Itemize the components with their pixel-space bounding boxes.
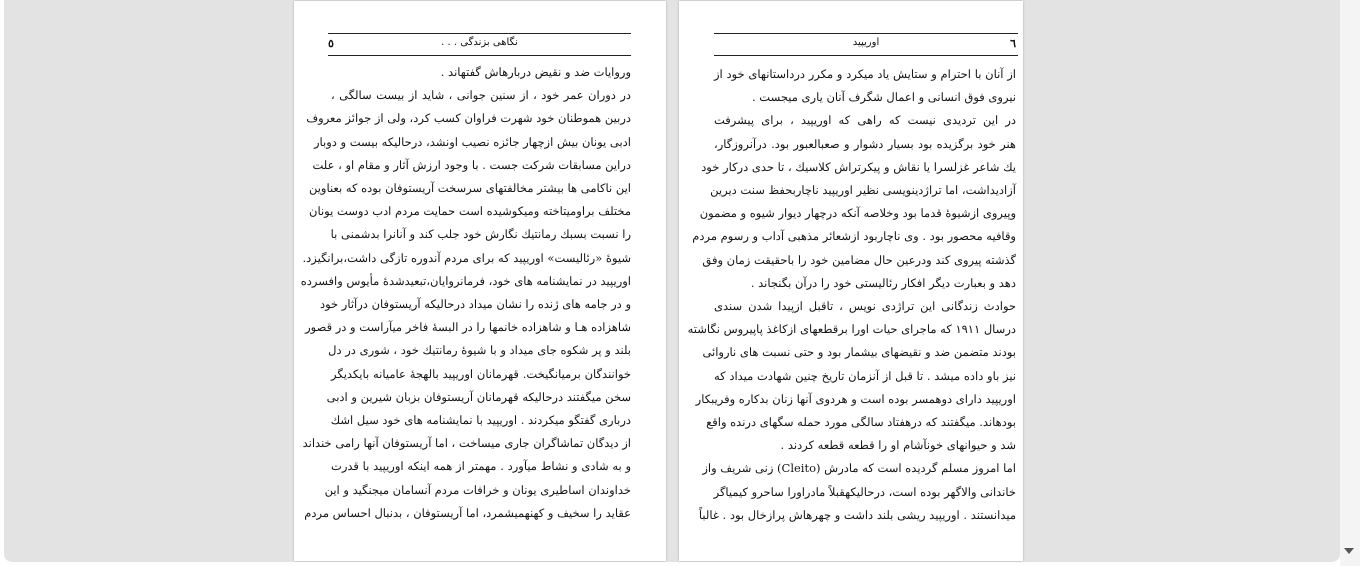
text-line: عقاید را سخیف و کهنهمیشمرد، اما آریستوفان ، بدنبال احساس مردم — [304, 505, 631, 520]
text-line: خداوندان اساطیری یونان و خرافات مردم آنسامان میجنگید و این — [324, 482, 631, 497]
text-line: سخن میگفتند درحالیکه قهرمانان آریستوفان بزبان شیرین و ادبی — [326, 389, 631, 404]
page-header — [714, 33, 1018, 56]
text-line: درسال ۱۹۱۱ که ماجرای حیات اورا برقطعهای ازکاغذ پاپیروس نگاشته — [687, 322, 1016, 337]
text-line: شیوهٔ «رئالیست» اوریپید که برای مردم آندوره تازگی داشت،برانگیزد. — [302, 250, 631, 265]
text-line: و در جامه های ژنده را نشان میداد درحالیکه آریستوفان درآثار خود — [319, 297, 631, 312]
text-line: وروایات ضد و نقیض دربارهاش گفتهاند . — [440, 65, 631, 79]
book-page-6 — [679, 1, 1023, 561]
text-line: را نسبت بسبك رمانتيك نگارش خود جلب كند و آنانرا بدشمنی با — [330, 227, 631, 242]
text-line: اوریپید دارای دوهمسر بوده است و هردوی آنها زنان بدکاره وفریبکار — [695, 391, 1016, 406]
scroll-down-arrow-icon[interactable] — [1344, 548, 1354, 554]
text-line: دربین هموطنان خود شهرت فراوان کسب کرد، ولی از جوائز معروف — [306, 111, 631, 126]
text-line: بودهاند. میگفتند که درهفتاد سالگی مورد حمله سگهای درنده واقع — [706, 415, 1016, 430]
text-line: خاندانی والاگهر بوده است، درحالیکهقبلاً مادراورا ساحرو کیمیاگر — [713, 484, 1016, 499]
page-number: ٥ — [328, 37, 334, 50]
document-viewer — [4, 0, 1340, 562]
text-line: در این تردیدی نیست که راهی که اوریپید ، برای پیشرفت — [714, 113, 1016, 128]
text-line: وقافیه محصور بود . وی ناچاربود ازشعائر مذهبی آداب و رسوم مردم — [692, 229, 1016, 244]
text-line: بلند و پر شکوه جای میداد و با شیوهٔ رمانتیك خود ، شوری در دل — [328, 343, 631, 358]
text-line: از آنان با احترام و ستایش یاد میکرد و مکرر درداستانهای خود از — [714, 67, 1016, 81]
text-line: از دیدگان تماشاگران جاری میساخت ، اما آریستوفان آنها رامی خنداند — [302, 436, 631, 451]
text-line: شاهزاده هـا و شاهزاده خانمها را در البسهٔ فاخر میآراست و در قصور — [305, 320, 631, 335]
text-line: درباری گفتگو میکردند . اوریپید با نمایشنامه های خود سیل اشك — [330, 413, 631, 428]
text-line: گذشته پیروی کند ودرعین حال مضامین خود را باحقیقت زمان وفق — [702, 252, 1016, 267]
page-text — [300, 61, 631, 525]
text-line: یك شاعر غزلسرا یا نقاش و پیکرتراش کلاسیك ، تا حدی درکار خود — [701, 159, 1016, 174]
running-title: نگاهی بزندگی . . . — [441, 37, 518, 48]
text-line: مختلف براومیتاخته ومیکوشیده است حمایت مردم ادب دوست یونان — [309, 204, 631, 219]
text-line: خوانندگان برمیانگیخت. قهرمانان اوریپید بالهجهٔ عامیانه بایکدیگر — [331, 366, 631, 381]
page-header — [328, 33, 631, 56]
text-line: و به شادی و نشاط میآورد . مهمتر از همه اینکه اوریپید با قدرت — [331, 459, 631, 474]
text-line: وپیروی ازشیوهٔ قدما بود وخلاصه آنکه درچهار دیوار شیوه و مضمون — [699, 206, 1016, 221]
page-text — [687, 63, 1016, 527]
text-line: در دوران عمر خود ، از سنین جوانی ، شاید از بیست سالگی ، — [331, 88, 631, 103]
text-line: اوریپید در نمایشنامه های خود، فرمانروایان،تبعیدشدهٔ مأیوس وافسرده — [300, 273, 631, 288]
text-line: این ناکامی ها بیشتر مخالفتهای سرسخت آریستوفان بوده که بعناوین — [308, 181, 631, 196]
text-line: نیز باو داده میشد . تا قبل از آنزمان تاریخ چنین شهادت میداد که — [714, 368, 1016, 383]
running-title: اوریپید — [852, 37, 880, 48]
text-line: دراین مسابقات شرکت جست . با وجود ارزش آثار و مقام او ، علت — [312, 157, 631, 172]
text-line: دهد و بعبارت دیگر افکار رئالیستی خود را درآن بگنجاند . — [750, 275, 1016, 290]
text-line: شد و حیوانهای خونآشام او را قطعه قطعه کردند . — [780, 438, 1016, 453]
text-line: بودند متضمن ضد و نقیضهای بیشمار بود و حتی نسبت های ناروائی — [702, 345, 1016, 360]
vertical-scrollbar[interactable] — [1340, 0, 1360, 566]
text-line: اما امروز مسلم گردیده است که مادرش (Cleito) زنی شریف واز — [702, 461, 1016, 476]
text-line: نیروی فوق انسانی و اعمال شگرف آنان یاری میجست . — [751, 90, 1016, 105]
text-line: هنر خود برگزیده بود بسیار دشوار و صعبالعبور بود. درآنروزگار، — [714, 136, 1016, 151]
text-line: آزادیداشت، اما تراژدینویسی نظیر اوریپید ناچاربحفظ سنت دیرین — [710, 183, 1016, 198]
text-line: ادبی یونان بیش ازچهار جائزه نصیب اونشد، درحالیکه بیست و دوبار — [313, 134, 631, 149]
page-number: ٦ — [1010, 37, 1016, 50]
book-page-5 — [294, 1, 666, 561]
text-line: حوادث زندگانی این تراژدی نویس ، تاقبل ازپیدا شدن سندی — [714, 299, 1016, 314]
text-line: میدانستند . اوریپید ریشی بلند داشت و چهرهاش پرازخال بود . غالباً — [698, 507, 1016, 522]
